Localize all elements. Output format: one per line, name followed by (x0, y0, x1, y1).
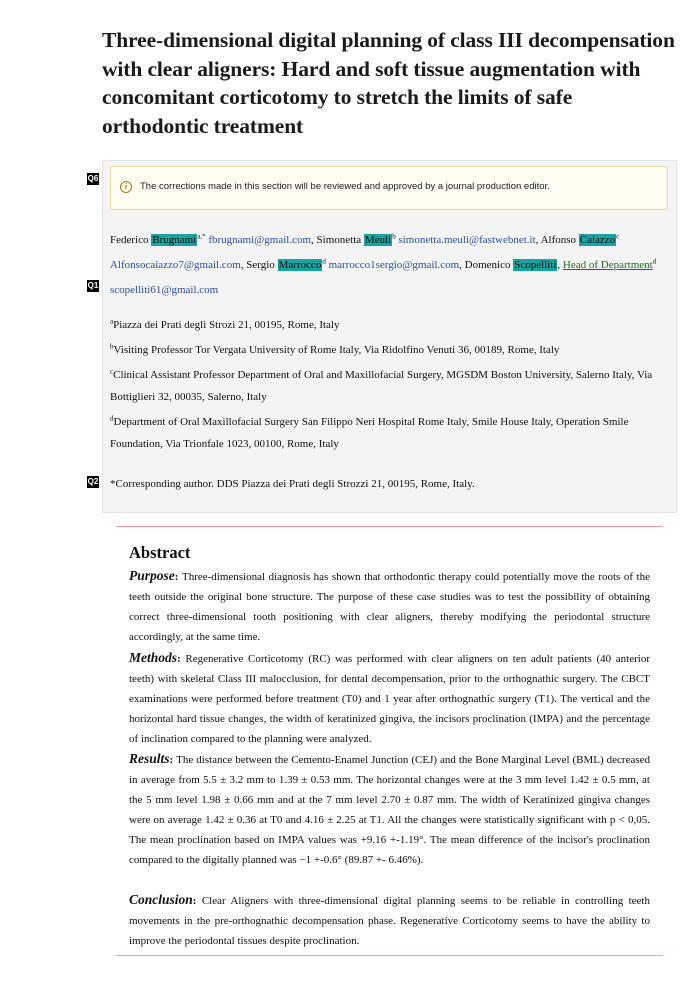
article-title: Three-dimensional digital planning of class III decompensation with clear aligners: Hard and soft tissue augmentation with concomitant corticotomy to stretch the limits of safe orthodontic treatment (102, 28, 675, 138)
methods-label: Methods (129, 650, 178, 665)
author-given: Alfonso (540, 234, 577, 246)
author-role[interactable]: Head of Department (562, 259, 653, 271)
author-sup: d (322, 257, 326, 266)
author-given: Simonetta (316, 234, 362, 246)
divider (116, 526, 663, 527)
author-email[interactable]: scopelliti61@gmail.com (110, 284, 219, 296)
conclusion-label: Conclusion (129, 892, 193, 907)
author-sup: a,* (197, 232, 206, 241)
query-marker-q2[interactable]: Q2 (87, 477, 99, 486)
results-label: Results (129, 751, 170, 766)
author-surname[interactable]: Caiazzo (579, 234, 616, 246)
query-marker-q6[interactable]: Q6 (87, 174, 99, 183)
author-email[interactable]: marrocco1sergio@gmail.com (328, 259, 460, 271)
abstract-methods: Methods: Regenerative Corticotomy (RC) was performed with clear aligners on ten adult patients (40 anterior teeth) with skeletal Class III malocclusion, for dental decompensation, prior to the orthognathic surgery. The CBCT examinations were performed before treatment (T0) and 1 year after orthognathic surgery (T1). The vertical and the horizontal hard tissue changes, the width of keratinized gingiva, the incisors proclination (IMPA) and the percentage of inclination compared to the planning were analyzed. (129, 650, 650, 745)
editor-notice (110, 166, 668, 210)
abstract-conclusion: Conclusion: Clear Aligners with three-dimensional digital planning seems to be reliable in controlling teeth movements in the pre-orthognathic decompensation phase. Regenerative Corticotomy seems to have the ability to improve the periodontal tissues despite proclination. (129, 892, 650, 947)
author-surname[interactable]: Meuli (364, 234, 392, 246)
author-email[interactable]: Alfonsocaiazzo7@gmail.com (110, 259, 241, 271)
author-sup: c (616, 232, 620, 241)
author-email[interactable]: fbrugnami@gmail.com (208, 234, 312, 246)
affiliation-d: $^d$Department of Oral Maxillofacial Surgery San Filippo Neri Hospital Rome Italy, Smile House Italy, Operation Smile Foundation, Via Trionfale 1023, 00100, Rome, Italy (110, 414, 629, 450)
affiliation-c: $^c$Clinical Assistant Professor Department of Oral and Maxillofacial Surgery, MGSDM Boston University, Salerno Italy, Via Bottiglieri 32, 00035, Salerno, Italy (110, 367, 653, 403)
corresponding-author: *Corresponding author. DDS Piazza dei Prati degli Strozzi 21, 00195, Rome, Italy. (110, 478, 475, 490)
abstract-purpose: Purpose: Three-dimensional diagnosis has shown that orthodontic therapy could potentially move the roots of the teeth outside the original bone structure. The purpose of these case studies was to test the possibility of obtaining correct three-dimensional tooth positioning with clear aligners, thereby modifying the periodontal structure accordingly, at the same time. (129, 568, 650, 643)
author-list: Federico Brugnami$^{a,*}$ fbrugnami@gmail.com, Simonetta Meuli$^b$ simonetta.meuli@fastwebnet.it, Alfonso Caiazzo$^c$ Alfonsocaiazzo7@gmail.com, Sergio Marrocco$^d$ marrocco1sergio@gmail.com, Domenico Scopelliti, Head of Department$^d$ scopelliti61@gmail.com (110, 232, 657, 296)
abstract-heading: Abstract (129, 543, 191, 562)
author-given: Sergio (246, 259, 275, 271)
author-surname[interactable]: Brugnami (152, 234, 197, 246)
affiliation-a: $^a$Piazza dei Prati degli Strozi 21, 00195, Rome, Italy (110, 317, 340, 331)
divider (116, 955, 663, 956)
author-sup: d (652, 257, 657, 266)
info-icon: i (120, 181, 132, 193)
author-surname[interactable]: Marrocco (278, 259, 322, 271)
query-marker-q1[interactable]: Q1 (87, 281, 99, 290)
author-given: Domenico (464, 259, 511, 271)
author-sup: b (392, 232, 396, 241)
purpose-label: Purpose (129, 568, 175, 583)
abstract-results: Results: The distance between the Cemento-Enamel Junction (CEJ) and the Bone Marginal Level (BML) decreased in average from 5.5 ± 3.2 mm to 1.39 ± 0.53 mm. The horizontal changes were at the 3 mm level 1.42 ± 0.5 mm, at the 5 mm level 1.98 ± 0.66 mm and at the 7 mm level 2.70 ± 0.87 mm. The width of Keratinized gingiva changes were on average 1.42 ± 0.36 at T0 and 4.16 ± 2.25 at T1. All the changes were statistically significant with p < 0,05. The mean proclination based on IMPA values was +9.16 +-1.19°. The mean difference of the incisor's proclination compared to the digitally planned was −1 +-0.6° (89.87 +- 6.46%). (129, 751, 650, 866)
author-edit-panel[interactable] (102, 160, 677, 513)
author-email[interactable]: simonetta.meuli@fastwebnet.it (398, 234, 536, 246)
affiliation-b: $^b$Visiting Professor Tor Vergata University of Rome Italy, Via Ridolfino Venuti 36, 00189, Rome, Italy (110, 342, 560, 356)
notice-text: The corrections made in this section will be reviewed and approved by a journal production editor. (140, 181, 550, 192)
author-given: Federico (110, 234, 149, 246)
author-surname[interactable]: Scopelliti (514, 259, 557, 271)
